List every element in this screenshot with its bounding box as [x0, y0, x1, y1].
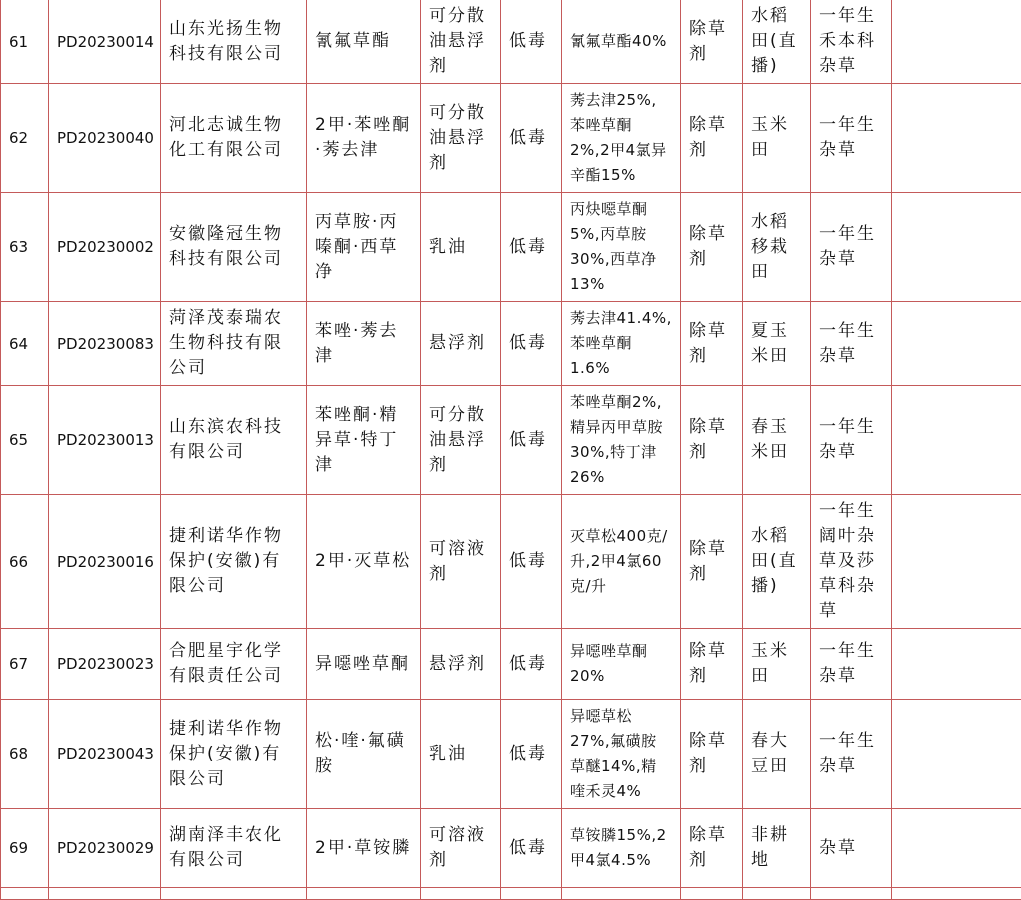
cell-empty	[892, 888, 1021, 900]
cell-registration-code: PD20230002	[49, 193, 161, 302]
table-body	[1, 0, 1021, 900]
cell-empty	[892, 0, 1021, 84]
cell-product-name: 2甲·苯唑酮·莠去津	[307, 84, 421, 193]
cell-toxicity: 低毒	[501, 495, 562, 629]
cell-pesticide-type: 除草剂	[681, 629, 743, 700]
cell-product-name: 2甲·草铵膦	[307, 809, 421, 888]
cell-pesticide-type: 除草剂	[681, 700, 743, 809]
table-row	[1, 84, 1021, 193]
cell-company: 山东滨农科技有限公司	[161, 386, 307, 495]
cell-target: 一年生杂草	[811, 386, 892, 495]
cell-active-content: 苯唑草酮2%,精异丙甲草胺30%,特丁津26%	[562, 386, 681, 495]
cell-company: 捷利诺华作物保护(安徽)有限公司	[161, 700, 307, 809]
cell-active-content: 异噁唑草酮20%	[562, 629, 681, 700]
cell-toxicity: 低毒	[501, 386, 562, 495]
cell-registration-code: PD20230013	[49, 386, 161, 495]
cell-index: 64	[1, 302, 49, 386]
cell-active-content: 莠去津25%,苯唑草酮2%,2甲4氯异辛酯15%	[562, 84, 681, 193]
table-row	[1, 193, 1021, 302]
cell-empty	[892, 629, 1021, 700]
cell-active-content: 丙炔噁草酮5%,丙草胺30%,西草净13%	[562, 193, 681, 302]
cell-crop: 春玉米田	[743, 386, 811, 495]
cell-formulation: 悬浮剂	[421, 302, 501, 386]
cell-formulation: 悬浮剂	[421, 629, 501, 700]
cell-index: 69	[1, 809, 49, 888]
cell-toxicity: 低毒	[501, 0, 562, 84]
cell-toxicity: 低毒	[501, 629, 562, 700]
cell-product-name: 丙草胺·丙嗪酮·西草净	[307, 193, 421, 302]
cell-index: 66	[1, 495, 49, 629]
table-row	[1, 302, 1021, 386]
cell-product-name: 苯唑酮·精异草·特丁津	[307, 386, 421, 495]
cell-toxicity: 低毒	[501, 700, 562, 809]
cell-active-content: 灭草松400克/升,2甲4氯60克/升	[562, 495, 681, 629]
cell-active-content: 异噁草松27%,氟磺胺草醚14%,精喹禾灵4%	[562, 700, 681, 809]
table-row	[1, 0, 1021, 84]
cell-crop: 玉米田	[743, 629, 811, 700]
cell-company: 山东光扬生物科技有限公司	[161, 0, 307, 84]
cell-product-name: 氰氟草酯	[307, 0, 421, 84]
cell-empty	[892, 700, 1021, 809]
cell-empty	[892, 302, 1021, 386]
cell-index: 62	[1, 84, 49, 193]
cell-crop: 水稻田(直播)	[743, 0, 811, 84]
cell-empty	[892, 386, 1021, 495]
cell-pesticide-type: 除草剂	[681, 809, 743, 888]
cell-index: 67	[1, 629, 49, 700]
cell-empty	[892, 809, 1021, 888]
cell-pesticide-type: 除草剂	[681, 386, 743, 495]
cell-company: 湖南泽丰农化有限公司	[161, 809, 307, 888]
cell-registration-code: PD20230083	[49, 302, 161, 386]
cell-empty	[501, 888, 562, 900]
cell-empty	[421, 888, 501, 900]
table-row	[1, 700, 1021, 809]
cell-company: 捷利诺华作物保护(安徽)有限公司	[161, 495, 307, 629]
cell-registration-code: PD20230040	[49, 84, 161, 193]
cell-target: 一年生阔叶杂草及莎草科杂草	[811, 495, 892, 629]
cell-target: 一年生禾本科杂草	[811, 0, 892, 84]
cell-product-name: 2甲·灭草松	[307, 495, 421, 629]
cell-formulation: 可溶液剂	[421, 809, 501, 888]
cell-empty	[562, 888, 681, 900]
cell-registration-code: PD20230029	[49, 809, 161, 888]
table-row	[1, 629, 1021, 700]
cell-target: 一年生杂草	[811, 629, 892, 700]
cell-empty	[49, 888, 161, 900]
cell-registration-code: PD20230023	[49, 629, 161, 700]
cell-empty	[743, 888, 811, 900]
cell-crop: 水稻田(直播)	[743, 495, 811, 629]
cell-empty	[681, 888, 743, 900]
cell-toxicity: 低毒	[501, 193, 562, 302]
cell-empty	[811, 888, 892, 900]
cell-pesticide-type: 除草剂	[681, 495, 743, 629]
cell-index: 65	[1, 386, 49, 495]
cell-active-content: 莠去津41.4%,苯唑草酮1.6%	[562, 302, 681, 386]
cell-index: 63	[1, 193, 49, 302]
cell-target: 一年生杂草	[811, 700, 892, 809]
cell-empty	[161, 888, 307, 900]
cell-formulation: 乳油	[421, 193, 501, 302]
cell-toxicity: 低毒	[501, 302, 562, 386]
cell-target: 一年生杂草	[811, 84, 892, 193]
cell-formulation: 可分散油悬浮剂	[421, 386, 501, 495]
cell-registration-code: PD20230016	[49, 495, 161, 629]
cell-pesticide-type: 除草剂	[681, 302, 743, 386]
cell-pesticide-type: 除草剂	[681, 0, 743, 84]
cell-empty	[892, 84, 1021, 193]
cell-formulation: 可溶液剂	[421, 495, 501, 629]
cell-toxicity: 低毒	[501, 84, 562, 193]
cell-crop: 非耕地	[743, 809, 811, 888]
cell-registration-code: PD20230043	[49, 700, 161, 809]
cell-product-name: 苯唑·莠去津	[307, 302, 421, 386]
cell-active-content: 草铵膦15%,2甲4氯4.5%	[562, 809, 681, 888]
cell-toxicity: 低毒	[501, 809, 562, 888]
table-row	[1, 809, 1021, 888]
cell-crop: 夏玉米田	[743, 302, 811, 386]
cell-formulation: 可分散油悬浮剂	[421, 0, 501, 84]
cell-crop: 玉米田	[743, 84, 811, 193]
cell-formulation: 可分散油悬浮剂	[421, 84, 501, 193]
table-row	[1, 386, 1021, 495]
cell-target: 杂草	[811, 809, 892, 888]
cell-formulation: 乳油	[421, 700, 501, 809]
table-row-partial	[1, 888, 1021, 900]
cell-index: 61	[1, 0, 49, 84]
cell-company: 菏泽茂泰瑞农生物科技有限公司	[161, 302, 307, 386]
cell-empty	[892, 495, 1021, 629]
cell-empty	[307, 888, 421, 900]
cell-target: 一年生杂草	[811, 193, 892, 302]
cell-active-content: 氰氟草酯40%	[562, 0, 681, 84]
cell-crop: 水稻移栽田	[743, 193, 811, 302]
cell-company: 合肥星宇化学有限责任公司	[161, 629, 307, 700]
cell-crop: 春大豆田	[743, 700, 811, 809]
cell-empty	[1, 888, 49, 900]
table-row	[1, 495, 1021, 629]
cell-pesticide-type: 除草剂	[681, 193, 743, 302]
cell-registration-code: PD20230014	[49, 0, 161, 84]
cell-pesticide-type: 除草剂	[681, 84, 743, 193]
cell-index: 68	[1, 700, 49, 809]
cell-empty	[892, 193, 1021, 302]
cell-product-name: 异噁唑草酮	[307, 629, 421, 700]
cell-company: 安徽隆冠生物科技有限公司	[161, 193, 307, 302]
cell-target: 一年生杂草	[811, 302, 892, 386]
cell-product-name: 松·喹·氟磺胺	[307, 700, 421, 809]
cell-company: 河北志诚生物化工有限公司	[161, 84, 307, 193]
